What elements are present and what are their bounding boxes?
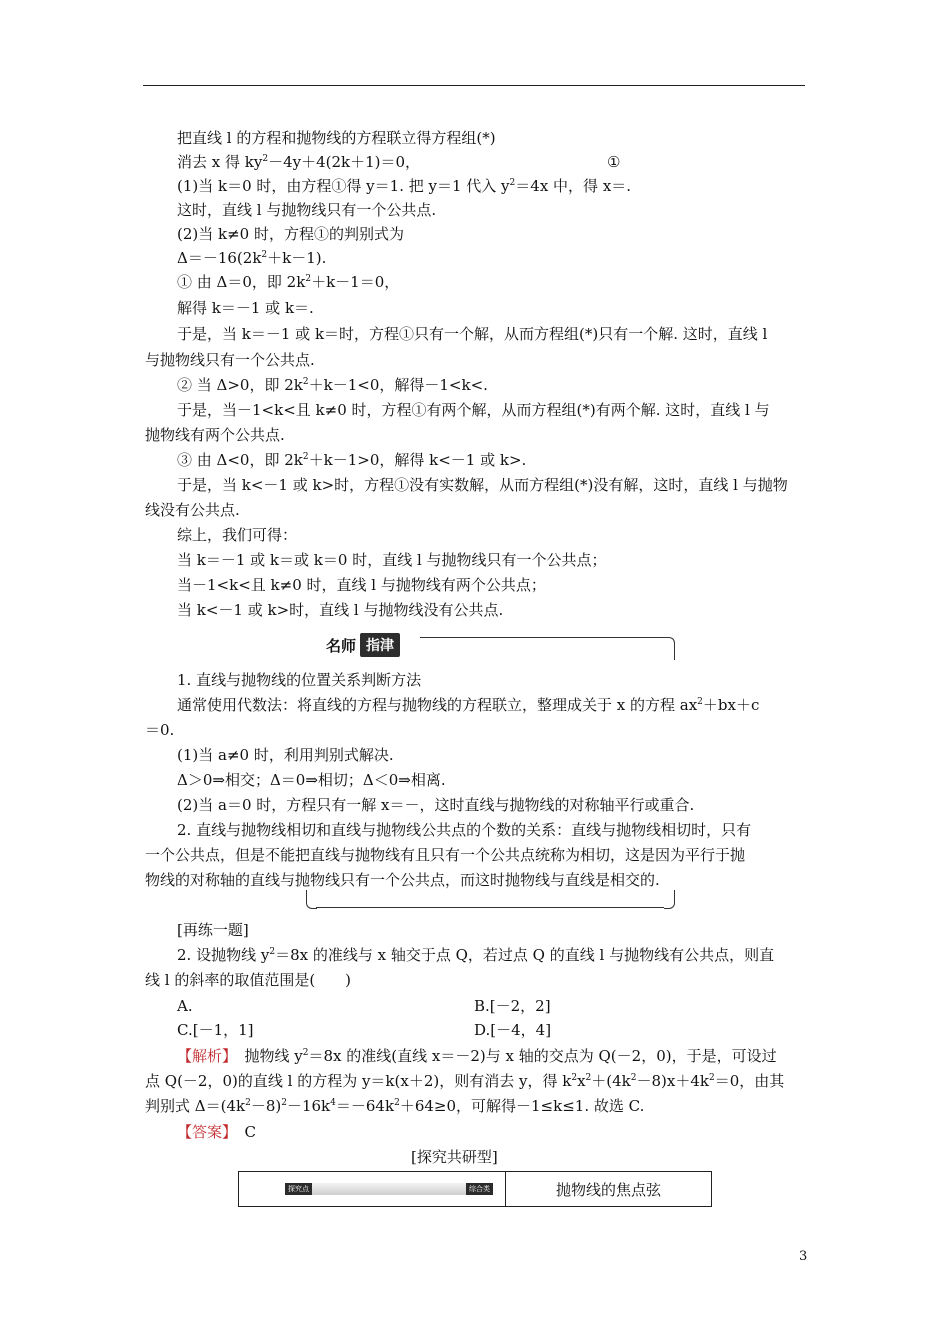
text-line: 当 k＝－1 或 k＝或 k＝0 时，直线 l 与抛物线只有一个公共点； (177, 551, 607, 569)
box-line: ＝0. (145, 721, 175, 739)
text-line: 于是，当－1<k<且 k≠0 时，方程①有两个解，从而方程组(*)有两个解. 这时，直线 l 与 (177, 401, 770, 419)
section-bar-cell (239, 1172, 506, 1207)
text-line: 与抛物线只有一个公共点. (145, 351, 315, 369)
answer-value: C (229, 1123, 256, 1141)
box-line: 通常使用代数法：将直线的方程与抛物线的方程联立，整理成关于 x 的方程 $ax^2+bx+c$ (177, 696, 760, 714)
solution-line: 【解析】 抛物线 $y^2=8x$ 的准线(直线 x＝－2)与 x 轴的交点为 Q(－2，0)，于是，可设过 (177, 1047, 777, 1065)
section-table (238, 1171, 712, 1207)
solution-label: 【解析】 (177, 1047, 230, 1065)
option-a: A. (177, 997, 193, 1015)
text-line: 消去 x 得 $ky^2-4y+4(2k+1)=0$， (177, 153, 421, 171)
question-line: 2. 设抛物线 $y^2=8x$ 的准线与 x 轴交于点 Q，若过点 Q 的直线 l 与抛物线有公共点，则直 (177, 946, 775, 964)
text-line: 解得 k＝－1 或 k＝. (177, 299, 314, 317)
box-line: 一个公共点，但是不能把直线与抛物线有且只有一个公共点统称为相切，这是因为平行于抛 (145, 846, 746, 864)
text-line: (2)当 k≠0 时，方程①的判别式为 (177, 225, 404, 243)
answer-line (177, 1122, 256, 1142)
page-number: 3 (799, 1249, 808, 1264)
box-top-border (420, 637, 675, 660)
box-line: (2)当 a＝0 时，方程只有一解 x＝－，这时直线与抛物线的对称轴平行或重合. (177, 796, 695, 814)
section-topic: 抛物线的焦点弦 (506, 1172, 712, 1207)
section-bar (285, 1183, 493, 1195)
text-line: ③ 由 Δ<0，即 $2k^2+k-1>0$，解得 k<－1 或 k>. (177, 451, 527, 469)
answer-label: 【答案】 (177, 1123, 230, 1141)
text-line: 这时，直线 l 与抛物线只有一个公共点. (177, 201, 437, 219)
text-line: $\Delta=-16(2k^2+k-1)$. (177, 249, 327, 267)
text-line: 于是，当 k＝－1 或 k＝时，方程①只有一个解，从而方程组(*)只有一个解. 这时，直线 l (177, 325, 768, 343)
text-line: (1)当 k＝0 时，由方程①得 y＝1. 把 y＝1 代入 $y^2=4x$ 中，得 x＝. (177, 177, 632, 195)
box-line: 1. 直线与抛物线的位置关系判断方法 (177, 671, 422, 689)
option-b: B.[－2，2] (474, 997, 551, 1015)
option-d: D.[－4，4] (474, 1021, 552, 1039)
text-line: ② 当 Δ>0，即 $2k^2+k-1<0$，解得－1<k<. (177, 376, 488, 394)
section-bar-right: 综合类 (466, 1183, 493, 1195)
exercise-heading: [再练一题] (177, 921, 249, 939)
text-line: 线没有公共点. (145, 501, 240, 519)
text-line: 当 k<－1 或 k>时，直线 l 与抛物线没有公共点. (177, 601, 504, 619)
header-rule (143, 85, 805, 86)
box-line: (1)当 a≠0 时，利用判别式解决. (177, 746, 394, 764)
box-tag-right: 指津 (360, 633, 400, 657)
box-line: Δ＞0⇒相交；Δ＝0⇒相切；Δ＜0⇒相离. (177, 771, 446, 789)
solution-line: 判别式 $\Delta=(4k^2-8)^2-16k^4=-64k^2+64\ge 0$，可解得－1≤k≤1. 故选 C. (145, 1097, 645, 1115)
option-c: C.[－1，1] (177, 1021, 254, 1039)
box-line: 物线的对称轴的直线与抛物线只有一个公共点，而这时抛物线与直线是相交的. (145, 871, 660, 889)
text-line: 综上，我们可得： (177, 526, 298, 544)
solution-line: 点 Q(－2，0)的直线 l 的方程为 y＝k(x＋2)，则有消去 y，得 $k^2x^2+(4k^2-8)x+4k^2=0$，由其 (145, 1072, 785, 1090)
text-line: 抛物线有两个公共点. (145, 426, 285, 444)
text-line: 当－1<k<且 k≠0 时，直线 l 与抛物线有两个公共点； (177, 576, 546, 594)
section-bar-left: 探究点 (285, 1183, 312, 1195)
text-line: 把直线 l 的方程和抛物线的方程联立得方程组(*) (177, 129, 496, 147)
text-line: 于是，当 k<－1 或 k>时，方程①没有实数解，从而方程组(*)没有解，这时，直线 l 与抛物 (177, 476, 788, 494)
box-tag-left: 名师 (322, 635, 360, 656)
text-line: ① 由 Δ＝0，即 $2k^2+k-1=0$， (177, 273, 400, 291)
question-line: 线 l 的斜率的取值范围是( ) (145, 971, 352, 989)
box-bracket-right (664, 890, 675, 909)
box-tag (322, 632, 400, 658)
box-bracket-bottom (316, 907, 664, 908)
equation-number: ① (607, 153, 621, 171)
box-line: 2. 直线与抛物线相切和直线与抛物线公共点的个数的关系：直线与抛物线相切时，只有 (177, 821, 752, 839)
section-title: [探究共研型] (411, 1148, 498, 1166)
